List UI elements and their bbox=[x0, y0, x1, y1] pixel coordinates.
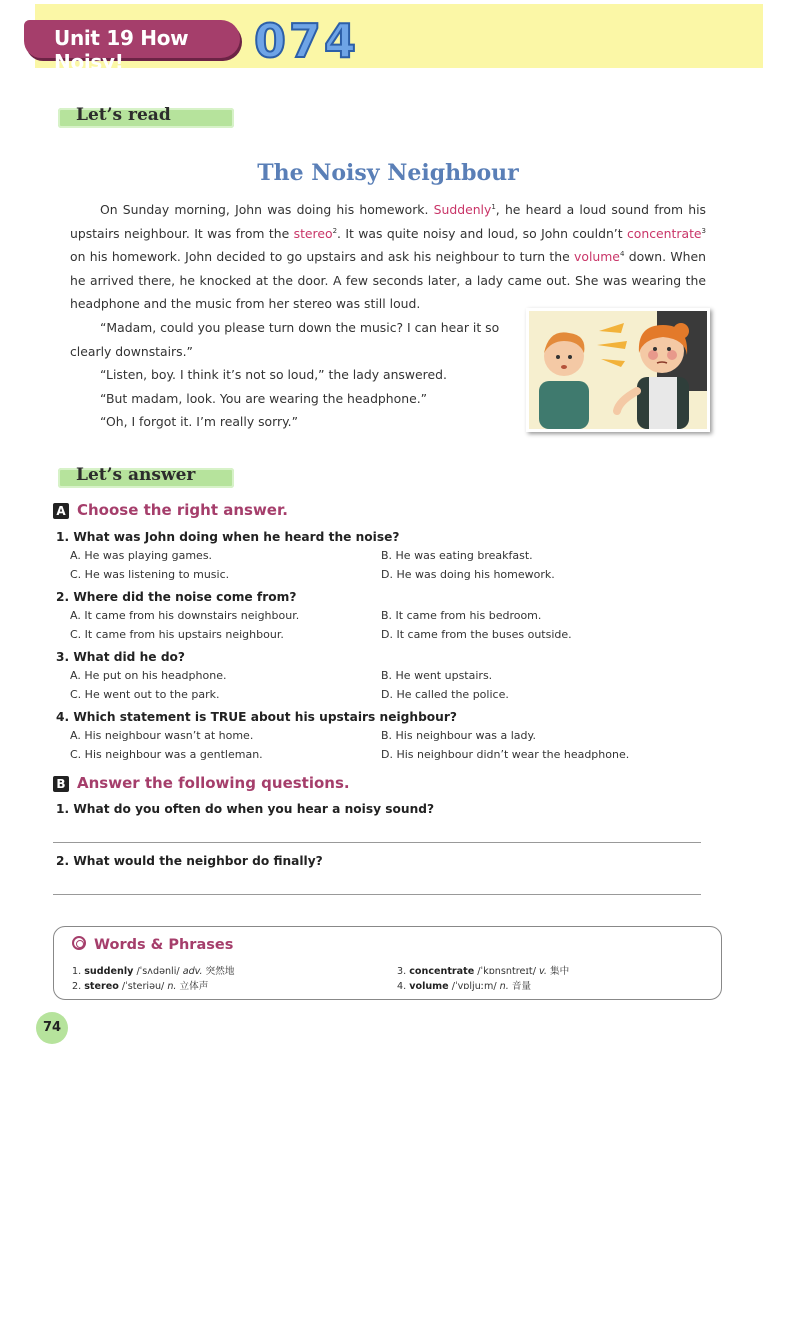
words-title bbox=[72, 935, 233, 953]
word-item-1: 1. suddenly /ˈsʌdənli/ adv. 突然地 bbox=[72, 966, 235, 977]
lets-answer-banner bbox=[58, 465, 234, 488]
story-title: The Noisy Neighbour bbox=[257, 160, 519, 186]
answer-line-1[interactable] bbox=[53, 842, 701, 843]
q1-option-a[interactable]: A. He was playing games. bbox=[70, 549, 213, 562]
story-paragraph bbox=[70, 198, 706, 316]
keyword-stereo: stereo bbox=[293, 225, 333, 241]
q1-option-d[interactable]: D. He was doing his homework. bbox=[381, 568, 555, 581]
words-title-label: Words & Phrases bbox=[94, 937, 234, 953]
q3-option-c[interactable]: C. He went out to the park. bbox=[70, 688, 220, 701]
question-2: 2. Where did the noise come from? bbox=[56, 590, 297, 604]
lets-read-label: Let’s read bbox=[76, 105, 171, 125]
dialogue-line-2: “Listen, boy. I think it’s not so loud,” the lady answered. bbox=[100, 367, 447, 382]
part-b-title: Answer the following questions. bbox=[77, 774, 350, 792]
dialogue-line-3: “But madam, look. You are wearing the headphone.” bbox=[100, 390, 428, 406]
question-1: 1. What was John doing when he heard the noise? bbox=[56, 530, 400, 544]
answer-line-2[interactable] bbox=[53, 894, 701, 895]
page-number: 74 bbox=[36, 1012, 68, 1044]
q2-option-d[interactable]: D. It came from the buses outside. bbox=[381, 628, 572, 641]
words-phrases-box bbox=[53, 926, 722, 1000]
part-b-letter: B bbox=[53, 776, 69, 792]
footnote-marker: 3 bbox=[701, 226, 707, 235]
keyword-suddenly: Suddenly bbox=[433, 202, 492, 217]
part-a-title: Choose the right answer. bbox=[77, 501, 288, 519]
footnote-marker: 1 bbox=[491, 203, 496, 211]
keyword-volume: volume bbox=[574, 249, 620, 264]
dialogue-line-4: “Oh, I forgot it. I’m really sorry.” bbox=[100, 414, 299, 429]
page-code: 074 bbox=[254, 14, 360, 68]
lets-answer-label: Let’s answer bbox=[76, 465, 196, 485]
q4-option-a[interactable]: A. His neighbour wasn’t at home. bbox=[70, 729, 254, 742]
story-illustration bbox=[526, 308, 710, 432]
q4-option-b[interactable]: B. His neighbour was a lady. bbox=[381, 729, 536, 742]
question-3: 3. What did he do? bbox=[56, 650, 185, 664]
q1-option-c[interactable]: C. He was listening to music. bbox=[70, 568, 230, 581]
word-item-4: 4. volume /ˈvɒljuːm/ n. 音量 bbox=[397, 981, 532, 992]
q3-option-b[interactable]: B. He went upstairs. bbox=[381, 669, 493, 682]
lets-read-banner bbox=[58, 105, 234, 128]
keyword-concentrate: concentrate bbox=[626, 225, 702, 241]
bullseye-icon bbox=[72, 936, 86, 950]
part-b-question-1: 1. What do you often do when you hear a noisy sound? bbox=[56, 802, 435, 816]
part-b-question-2: 2. What would the neighbor do finally? bbox=[56, 854, 323, 868]
word-item-3: 3. concentrate /ˈkɒnsntreɪt/ v. 集中 bbox=[397, 966, 570, 977]
footnote-marker: 4 bbox=[619, 250, 625, 258]
part-a-letter: A bbox=[53, 503, 69, 519]
q4-option-d[interactable]: D. His neighbour didn’t wear the headphone. bbox=[381, 748, 630, 761]
footnote-marker: 2 bbox=[332, 226, 338, 235]
unit-tab bbox=[24, 20, 240, 74]
dialogue-line-1: “Madam, could you please turn down the music? I can hear it so clearly downstairs.” bbox=[70, 320, 500, 359]
question-4: 4. Which statement is TRUE about his upstairs neighbour? bbox=[56, 710, 457, 724]
word-item-2: 2. stereo /ˈsteriəu/ n. 立体声 bbox=[72, 981, 209, 992]
q3-option-d[interactable]: D. He called the police. bbox=[381, 688, 509, 701]
q3-option-a[interactable]: A. He put on his headphone. bbox=[70, 669, 227, 682]
q1-option-b[interactable]: B. He was eating breakfast. bbox=[381, 549, 533, 562]
q2-option-c[interactable]: C. It came from his upstairs neighbour. bbox=[70, 628, 284, 641]
dialogue bbox=[70, 316, 530, 434]
boy-and-lady-illustration bbox=[529, 311, 707, 429]
q4-option-c[interactable]: C. His neighbour was a gentleman. bbox=[70, 748, 263, 761]
q2-option-b[interactable]: B. It came from his bedroom. bbox=[381, 609, 542, 622]
unit-label: Unit 19 How Noisy! bbox=[54, 26, 189, 74]
q2-option-a[interactable]: A. It came from his downstairs neighbour. bbox=[70, 609, 300, 622]
story-text: On Sunday morning, John was doing his homework. Suddenly$^1$, he heard a loud sound from his upstairs neighbour. It was from the stereo$^2$. It was quite noisy and loud, so John couldn’t concentrate$^3$ on his homework. John decided to go upstairs and ask his neighbour to turn the volume$^4$ down. When he arrived there, he knocked at the door. A few seconds later, a lady came out. She was wearing the headphone and the music from her stereo was still loud. bbox=[70, 202, 707, 311]
